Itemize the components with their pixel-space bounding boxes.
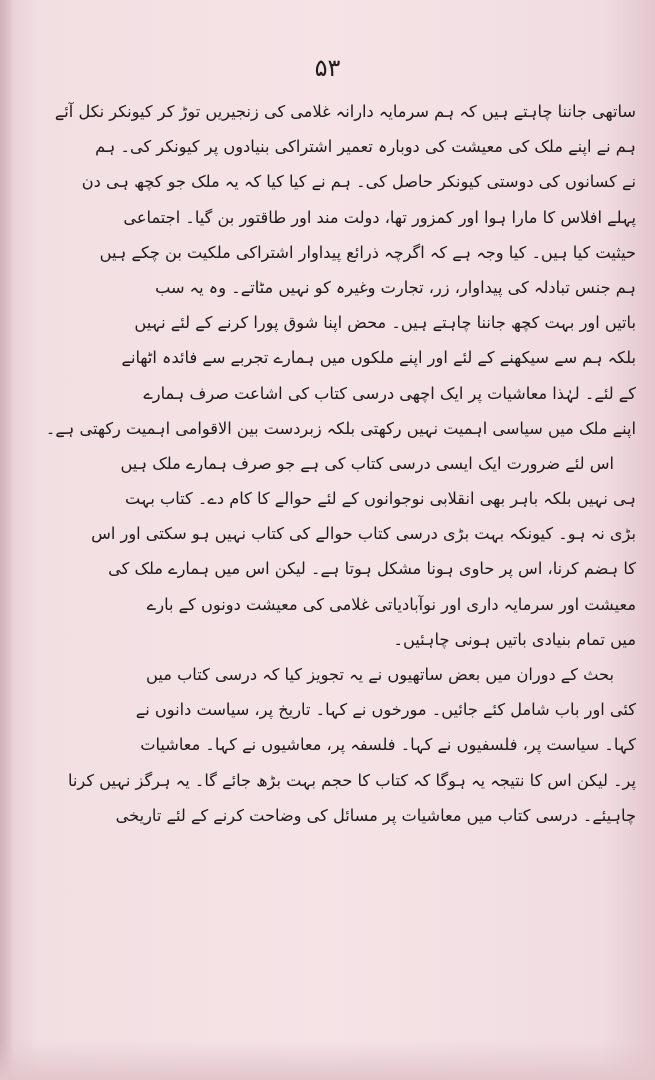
text-line: کہا۔ سیاست پر، فلسفیوں نے کہا۔ فلسفہ پر، معاشیوں نے کہا۔ معاشیات (140, 735, 636, 755)
text-line: ہم نے اپنے ملک کی معیشت کی دوبارہ تعمیر اشتراکی بنیادوں پر کیونکر کی۔ ہم (95, 137, 636, 157)
text-line: کے لئے۔ لہٰذا معاشیات پر ایک اچھی درسی کتاب کی اشاعت صرف ہمارے (143, 383, 636, 403)
text-line: حیثیت کیا ہیں۔ کیا وجہ ہے کہ اگرچہ ذرائع پیداوار اشتراکی ملکیت بن چکے ہیں (99, 242, 636, 262)
body-text (26, 94, 636, 833)
paragraph-end-line: میں تمام بنیادی باتیں ہونی چاہئیں۔ (393, 629, 636, 649)
text-line: اپنے ملک میں سیاسی اہمیت نہیں رکھتی بلکہ زبردست بین الاقوامی اہمیت رکھتی ہے۔ (45, 418, 636, 438)
text-line: کا ہضم کرنا، اس پر حاوی ہونا مشکل ہوتا ہے۔ لیکن اس میں ہمارے ملک کی (108, 559, 636, 579)
text-line: نے کسانوں کی دوستی کیونکر حاصل کی۔ ہم نے کیا کیا کہ یہ ملک جو کچھ ہی دن (81, 172, 636, 192)
text-line: باتیں اور بہت کچھ جاننا چاہتے ہیں۔ محض اپنا شوق پورا کرنے کے لئے نہیں (134, 313, 636, 333)
text-line: بلکہ ہم سے سیکھنے کے لئے اور اپنے ملکوں میں ہمارے تجربے سے فائدہ اٹھانے (121, 348, 636, 368)
text-line: بڑی نہ ہو۔ کیونکہ بہت بڑی درسی کتاب حوالے کی کتاب نہیں ہو سکتی اور اس (91, 524, 636, 544)
page-number: ۵۳ (314, 54, 341, 82)
text-line: ساتھی جاننا چاہتے ہیں کہ ہم سرمایہ دارانہ غلامی کی زنجیریں توڑ کر کیونکر نکل آئے (54, 102, 636, 121)
page-binding-shadow (0, 0, 14, 1080)
text-line: پر۔ لیکن اس کا نتیجہ یہ ہوگا کہ کتاب کا حجم بہت بڑھ جائے گا۔ یہ ہرگز نہیں کرنا (67, 770, 636, 790)
paragraph-start-line: بحث کے دوران میں بعض ساتھیوں نے یہ تجویز کیا کہ درسی کتاب میں (146, 665, 614, 684)
paragraph-start-line: اس لئے ضرورت ایک ایسی درسی کتاب کی ہے جو صرف ہمارے ملک ہیں (120, 453, 614, 473)
text-line: معیشت اور سرمایہ داری اور نوآبادیاتی غلامی کی معیشت دونوں کے بارے (146, 594, 636, 614)
text-line: چاہیئے۔ درسی کتاب میں معاشیات پر مسائل کی وضاحت کرنے کے لئے تاریخی (115, 805, 636, 825)
page-bottom-shadow (0, 1040, 655, 1080)
text-line: پہلے افلاس کا مارا ہوا اور کمزور تھا، دولت مند اور طاقتور بن گیا۔ اجتماعی (123, 207, 636, 227)
text-line: ہم جنس تبادلہ کی پیداوار، زر، تجارت وغیرہ کو نہیں مٹاتے۔ وہ یہ سب (155, 277, 636, 297)
text-line: ہی نہیں بلکہ باہر بھی انقلابی نوجوانوں کے لئے حوالے کا کام دے۔ کتاب بہت (124, 489, 636, 509)
text-line: کئی اور باب شامل کئے جائیں۔ مورخوں نے کہا۔ تاریخ پر، سیاست دانوں نے (135, 700, 636, 720)
